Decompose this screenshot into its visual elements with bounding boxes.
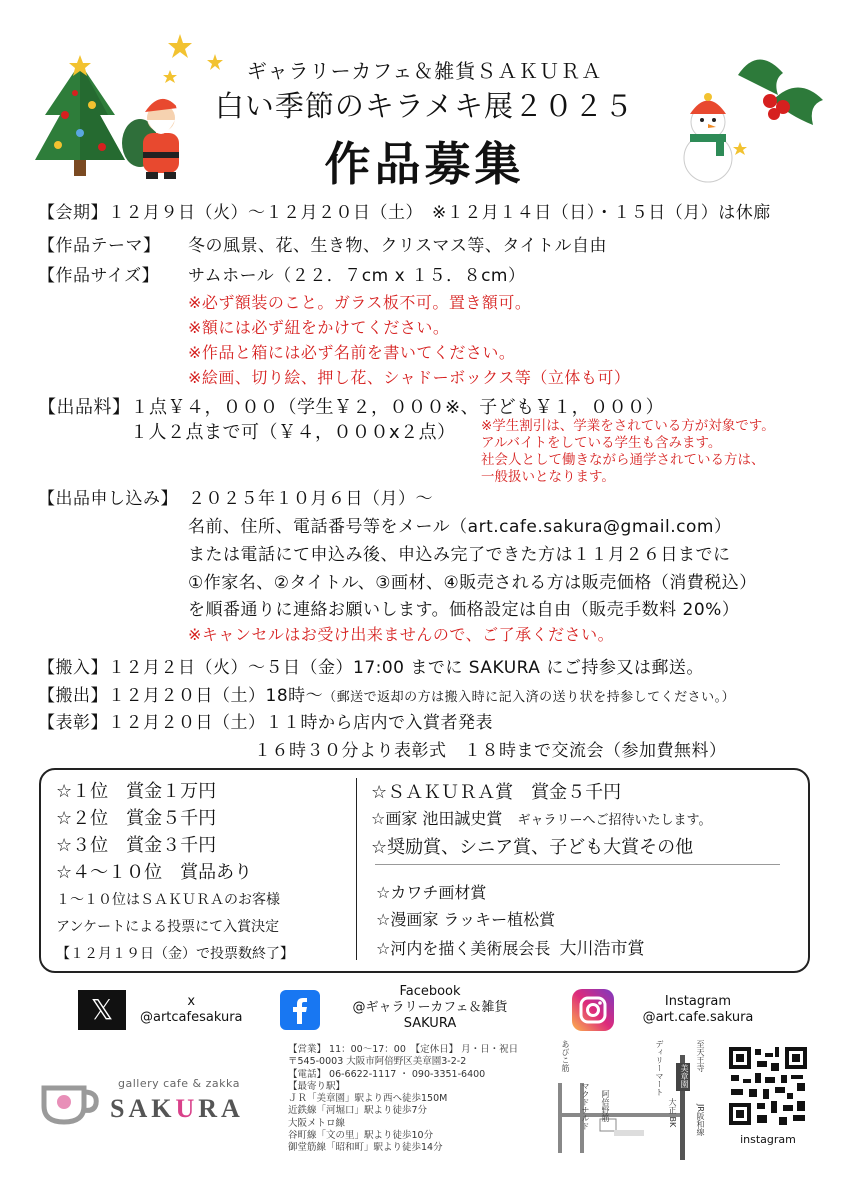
fee-limit: １人２点まで可（￥４，０００x２点） (130, 422, 456, 443)
period-label: 【会期】 (38, 203, 108, 223)
instagram-icon[interactable] (572, 989, 614, 1031)
award-label: 【表彰】 (38, 713, 108, 733)
x-account[interactable] (140, 994, 243, 1026)
prize-note: １～１０位はＳＡＫＵＲＡのお客様 (56, 892, 280, 908)
delivery-row (38, 653, 704, 678)
delivery-label: 【搬入】 (38, 658, 108, 678)
prize-item: ☆４～１０位 賞品あり (56, 862, 253, 883)
facebook-label: Facebook (399, 984, 461, 999)
prize-notes (56, 887, 294, 968)
size-label: 【作品サイズ】 (38, 266, 160, 286)
student-note: アルバイトをしている学生も含みます。 (481, 435, 722, 451)
pickup-note: （郵送で返却の方は搬入時に記入済の送り状を持参してください。） (323, 690, 736, 705)
prize-ikeda-name: ☆画家 池田誠史賞 (371, 809, 503, 828)
pickup-value: １２月２０日（土）18時～ (108, 686, 324, 706)
map-label: 阿倍野筋 (601, 1090, 610, 1122)
award-row (38, 708, 493, 733)
cafe-cup-logo-icon (40, 1080, 102, 1126)
student-note: 一般扱いとなります。 (481, 469, 615, 485)
prize-ikeda (371, 806, 712, 829)
prize-encourage: ☆奨励賞、シニア賞、子ども大賞その他 (371, 837, 694, 858)
shop-name-part: RA (198, 1094, 244, 1123)
prize-note: 【１２月１９日（金）で投票数終了】 (56, 946, 294, 962)
delivery-value: １２月２日（火）～５日（金）17:00 までに SAKURA にご持参又は郵送。 (108, 658, 704, 678)
instagram-account[interactable] (628, 994, 768, 1026)
map-label: 至天王寺 (696, 1040, 705, 1072)
map-label: 大正 BK (668, 1098, 677, 1128)
facebook-name: @ギャラリーカフェ＆雑貨 (352, 1000, 508, 1015)
pickup-label: 【搬出】 (38, 686, 108, 706)
prize-item: ☆３位 賞金３千円 (56, 835, 217, 856)
apply-line: ①作家名、②タイトル、③画材、④販売される方は販売価格（消費税込） (188, 573, 757, 593)
info-line: 御堂筋線「昭和町」駅より徒歩14分 (288, 1142, 443, 1154)
size-note: ※作品と箱には必ず名前を書いてください。 (188, 343, 516, 362)
size-note: ※絵画、切り絵、押し花、シャドーボックス等（立体も可） (188, 368, 631, 387)
info-line: ＪＲ「美章園」駅より西へ徒歩150M (288, 1093, 448, 1105)
map-label: 美章園 (680, 1064, 689, 1088)
info-line: 【営業】 11：00～17：00 【定休日】 月・日・祝日 (288, 1044, 519, 1055)
fee-label: 【出品料】 (38, 397, 131, 418)
theme-label: 【作品テーマ】 (38, 236, 161, 256)
award-value: １２月２０日（土）１１時から店内で入賞者発表 (108, 713, 493, 733)
map-label: あびこ筋 (561, 1040, 570, 1072)
info-line: 近鉄線「河堀口」駅より徒歩7分 (288, 1105, 428, 1117)
size-note: ※必ず額装のこと。ガラス板不可。置き額可。 (188, 293, 532, 312)
award-ceremony: １６時３０分より表彰式 １８時まで交流会（参加費無料） (254, 741, 727, 761)
apply-row (38, 484, 433, 509)
instagram-handle: @art.cafe.sakura (642, 1010, 754, 1025)
prize-ikeda-note: ギャラリーへご招待いたします。 (517, 813, 712, 828)
map-label: マクドナルド (581, 1082, 590, 1130)
prize-list-left (56, 778, 252, 886)
shop-name-part: SAK (110, 1094, 176, 1123)
theme-row (38, 231, 607, 256)
qr-caption: instagram (740, 1133, 796, 1146)
prize-separator (375, 864, 780, 865)
theme-value: 冬の風景、花、生き物、クリスマス等、タイトル自由 (188, 236, 607, 256)
page-title: 作品募集 (324, 137, 525, 191)
exhibition-title: 白い季節のキラメキ展２０２５ (214, 89, 635, 123)
shop-info (288, 1044, 518, 1155)
access-map (550, 1035, 715, 1160)
prize-okawa-name: 大川浩市賞 (559, 939, 645, 959)
apply-line: 名前、住所、電話番号等をメール（art.cafe.sakura@gmail.com） (188, 517, 732, 537)
info-line: 【電話】 06-6622-1117 ・ 090-3351-6400 (288, 1068, 486, 1080)
cancel-note: ※キャンセルはお受け出来ませんので、ご了承ください。 (188, 625, 615, 644)
facebook-name-2: SAKURA (403, 1016, 457, 1031)
size-row (38, 261, 526, 286)
pickup-row (38, 681, 735, 706)
facebook-account[interactable] (330, 984, 530, 1032)
fee-row (38, 393, 664, 419)
student-note: ※学生割引は、学業をされている方が対象です。 (481, 418, 775, 434)
prize-divider (356, 778, 357, 960)
info-line: 【最寄り駅】 (288, 1080, 346, 1092)
info-line: 大阪メトロ線 (288, 1117, 346, 1129)
facebook-icon[interactable] (280, 990, 320, 1030)
apply-date: ２０２５年１０月６日（月）～ (188, 489, 433, 509)
map-label: ディリーマート (655, 1040, 664, 1096)
prize-sakura: ☆ＳＡＫＵＲＡ賞 賞金５千円 (371, 782, 622, 803)
student-note: 社会人として働きながら通学されている方は、 (481, 452, 765, 468)
shop-logo-text (110, 1094, 244, 1124)
period-value: １２月９日（火）～１２月２０日（土） ※１２月１４日（日）・１５日（月）は休廊 (108, 203, 771, 223)
instagram-label: Instagram (664, 994, 732, 1009)
shop-tagline: gallery cafe & zakka (118, 1077, 240, 1090)
fee-value: １点￥４，０００（学生￥２，０００※、子ども￥１，０００） (130, 397, 665, 418)
period-row (38, 198, 771, 223)
x-icon[interactable]: 𝕏 (78, 990, 126, 1030)
info-line: 〒545-0003 大阪市阿倍野区美章園3-2-2 (288, 1056, 467, 1068)
size-note: ※額には必ず紐をかけてください。 (188, 318, 450, 337)
apply-label: 【出品申し込み】 (38, 489, 178, 509)
qr-code-icon[interactable] (727, 1045, 809, 1127)
prize-okawa (376, 934, 644, 959)
apply-line: または電話にて申込み後、申込み完了できた方は１１月２６日までに (188, 545, 731, 565)
prize-note: アンケートによる投票にて入賞決定 (56, 919, 280, 935)
prize-item: ☆２位 賞金５千円 (56, 808, 217, 829)
info-line: 谷町線「文の里」駅より徒歩10分 (288, 1130, 434, 1142)
gallery-subtitle: ギャラリーカフェ＆雑貨ＳＡＫＵＲＡ (246, 59, 603, 83)
x-handle: @artcafesakura (140, 1010, 243, 1025)
apply-line: を順番通りに連絡お願いします。価格設定は自由（販売手数料 20%） (188, 600, 740, 620)
prize-kawachi: ☆カワチ画材賞 (376, 883, 487, 902)
shop-name-accent: U (175, 1094, 199, 1123)
size-value: サムホール（２２．７cm x １５．８cm） (188, 266, 526, 286)
map-label: JR阪和線 (696, 1104, 705, 1136)
prize-lucky: ☆漫画家 ラッキー植松賞 (376, 910, 556, 929)
x-label: x (187, 994, 196, 1009)
prize-okawa-title: ☆河内を描く美術展会長 (376, 939, 551, 958)
prize-item: ☆１位 賞金１万円 (56, 781, 217, 802)
student-notes (481, 418, 775, 486)
